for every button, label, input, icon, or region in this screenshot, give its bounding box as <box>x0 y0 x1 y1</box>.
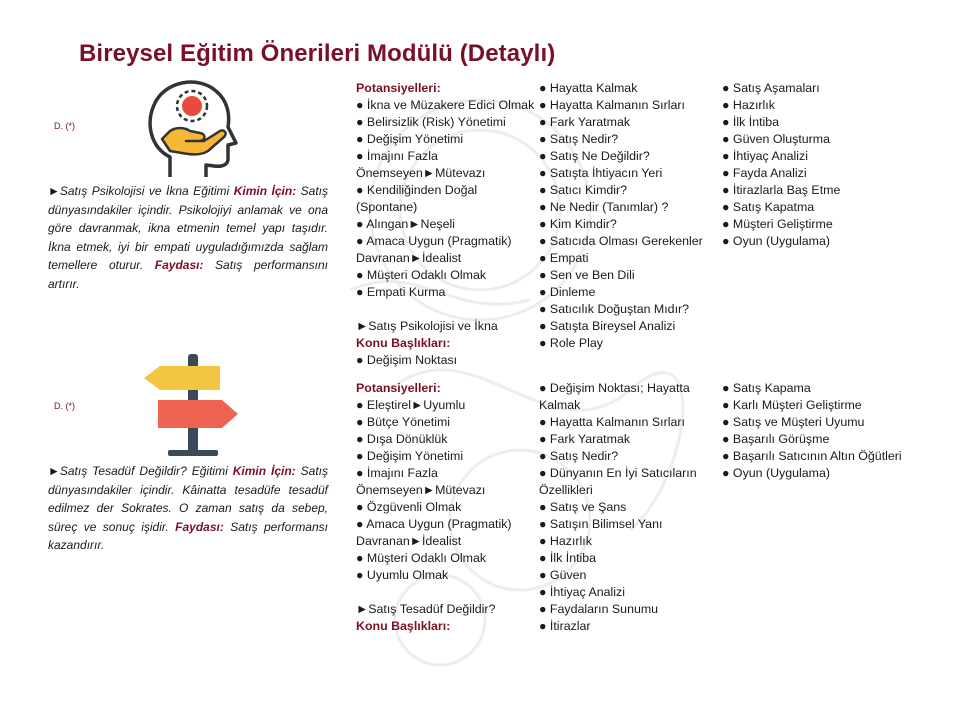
list-item: ● Role Play <box>539 336 603 350</box>
topics-course-title: ►Satış Tesadüf Değildir? <box>356 602 496 616</box>
list-item: ● Satış ve Müşteri Uyumu <box>722 415 865 429</box>
list-item: ● Değişim Noktası <box>356 353 458 367</box>
list-item: ● Dünyanın En İyi Satıcıların <box>539 466 697 480</box>
list-item: ● Empati Kurma <box>356 285 446 299</box>
list-item: ● Müşteri Odaklı Olmak <box>356 268 487 282</box>
potentials-header: Potansiyelleri: <box>356 381 441 395</box>
list-item: ● Bütçe Yönetimi <box>356 415 451 429</box>
page-title: Bireysel Eğitim Önerileri Modülü (Detaylı) <box>79 40 556 67</box>
list-item: Önemseyen►Mütevazı <box>356 166 486 180</box>
list-item: ● İlk İntiba <box>722 115 780 129</box>
list-item: ● Değişim Noktası; Hayatta <box>539 381 690 395</box>
module-2-topics-column-3 <box>722 380 937 482</box>
list-spacer <box>356 584 538 601</box>
list-item: ● Satış Aşamaları <box>722 81 820 95</box>
module-1-potentials-list <box>356 80 538 369</box>
list-item: ● Özgüvenli Olmak <box>356 500 462 514</box>
list-item: ● Kim Kimdir? <box>539 217 617 231</box>
list-item: ● Satıcı Kimdir? <box>539 183 628 197</box>
list-item: ● Hayatta Kalmak <box>539 81 638 95</box>
list-item: ● Uyumlu Olmak <box>356 568 449 582</box>
list-item: ● Değişim Yönetimi <box>356 449 464 463</box>
list-item: ● Kendiliğinden Doğal (Spontane) <box>356 183 478 214</box>
list-item: Özellikleri <box>539 483 593 497</box>
list-item: ● İtirazlar <box>539 619 591 633</box>
list-item: ● Dinleme <box>539 285 596 299</box>
list-spacer <box>356 301 538 318</box>
list-item: Davranan►İdealist <box>356 251 462 265</box>
list-item: ● Hayatta Kalmanın Sırları <box>539 415 685 429</box>
module-2-code: D. (*) <box>54 401 75 411</box>
list-item: ● Satıcıda Olması Gerekenler <box>539 234 703 248</box>
list-item: ● Hayatta Kalmanın Sırları <box>539 98 685 112</box>
list-item: ● Hazırlık <box>722 98 775 112</box>
list-item: ● Satıcılık Doğuştan Mıdır? <box>539 302 690 316</box>
list-item: ● İmajını Fazla <box>356 466 438 480</box>
list-item: ● İkna ve Müzakere Edici Olmak <box>356 98 535 112</box>
list-item: ● Müşteri Geliştirme <box>722 217 833 231</box>
module-1-topics-column-2 <box>539 80 721 352</box>
list-item: ● Satış Kapama <box>722 381 811 395</box>
list-item: ● Başarılı Görüşme <box>722 432 830 446</box>
topics-course-title: ►Satış Psikolojisi ve İkna <box>356 319 498 333</box>
list-item: ● Dışa Dönüklük <box>356 432 448 446</box>
list-item: ● Empati <box>539 251 589 265</box>
potentials-header: Potansiyelleri: <box>356 81 441 95</box>
list-item: ● Satış Kapatma <box>722 200 815 214</box>
list-item: ● Eleştirel►Uyumlu <box>356 398 466 412</box>
list-item: ● İmajını Fazla <box>356 149 438 163</box>
module-2-topics-column-2 <box>539 380 721 635</box>
list-item: ● Satışın Bilimsel Yanı <box>539 517 663 531</box>
list-item: ● Başarılı Satıcının Altın Öğütleri <box>722 449 902 463</box>
module-2-description: ►Satış Tesadüf Değildir? Eğitimi Kimin İçin: Satış dünyasındakiler içindir. Kâinatta tesadüfe tesadüf edilmez der Sokrates. O zaman satış da sebep, süreç ve sonuç işidir. Faydası: Satış performansı kazandırır. <box>48 464 328 552</box>
list-item: ● Değişim Yönetimi <box>356 132 464 146</box>
signpost-icon <box>140 352 240 458</box>
list-item: ● Oyun (Uygulama) <box>722 234 831 248</box>
list-item: ● Satış ve Şans <box>539 500 627 514</box>
list-item: ● Oyun (Uygulama) <box>722 466 831 480</box>
list-item: ● Fayda Analizi <box>722 166 807 180</box>
list-item: ● Güven Oluşturma <box>722 132 831 146</box>
list-item: ● Ne Nedir (Tanımlar) ? <box>539 200 669 214</box>
list-item: ● İhtiyaç Analizi <box>722 149 808 163</box>
list-item: ● Alıngan►Neşeli <box>356 217 455 231</box>
list-item: ● Sen ve Ben Dili <box>539 268 635 282</box>
list-item: ● Müşteri Odaklı Olmak <box>356 551 487 565</box>
list-item: ● Belirsizlik (Risk) Yönetimi <box>356 115 506 129</box>
topics-header: Konu Başlıkları: <box>356 619 451 633</box>
module-1-topics-column-3 <box>722 80 922 250</box>
list-item: ● Fark Yaratmak <box>539 115 631 129</box>
list-item: ● İtirazlarla Baş Etme <box>722 183 841 197</box>
list-item: ● Fark Yaratmak <box>539 432 631 446</box>
list-item: Önemseyen►Mütevazı <box>356 483 486 497</box>
list-item: ● Karlı Müşteri Geliştirme <box>722 398 862 412</box>
list-item: ● Amaca Uygun (Pragmatik) <box>356 517 512 531</box>
topics-header: Konu Başlıkları: <box>356 336 451 350</box>
list-item: ● Güven <box>539 568 587 582</box>
list-item: ● Satışta Bireysel Analizi <box>539 319 676 333</box>
list-item: ● İhtiyaç Analizi <box>539 585 625 599</box>
list-item: Kalmak <box>539 398 581 412</box>
list-item: ● Satış Nedir? <box>539 132 619 146</box>
list-item: ● Amaca Uygun (Pragmatik) <box>356 234 512 248</box>
list-item: ● Satışta İhtiyacın Yeri <box>539 166 663 180</box>
list-item: ● Faydaların Sunumu <box>539 602 659 616</box>
module-2-potentials-list <box>356 380 538 635</box>
head-with-hand-and-gear-icon <box>140 73 240 181</box>
list-item: ● Satış Ne Değildir? <box>539 149 650 163</box>
list-item: Davranan►İdealist <box>356 534 462 548</box>
module-1-code: D. (*) <box>54 121 75 131</box>
list-item: ● Hazırlık <box>539 534 592 548</box>
module-1-description: ►Satış Psikolojisi ve İkna Eğitimi Kimin İçin: Satış dünyasındakiler içindir. Psikolojiyi anlamak ve ona göre davranmak, ikna etmenin temel yapı taşıdır. İkna etmek, iyi bir empati uyguladığımızda sağlam temellere oturur. Faydası: Satış performansını artırır. <box>48 184 328 291</box>
list-item: ● Satış Nedir? <box>539 449 619 463</box>
list-item: ● İlk İntiba <box>539 551 597 565</box>
